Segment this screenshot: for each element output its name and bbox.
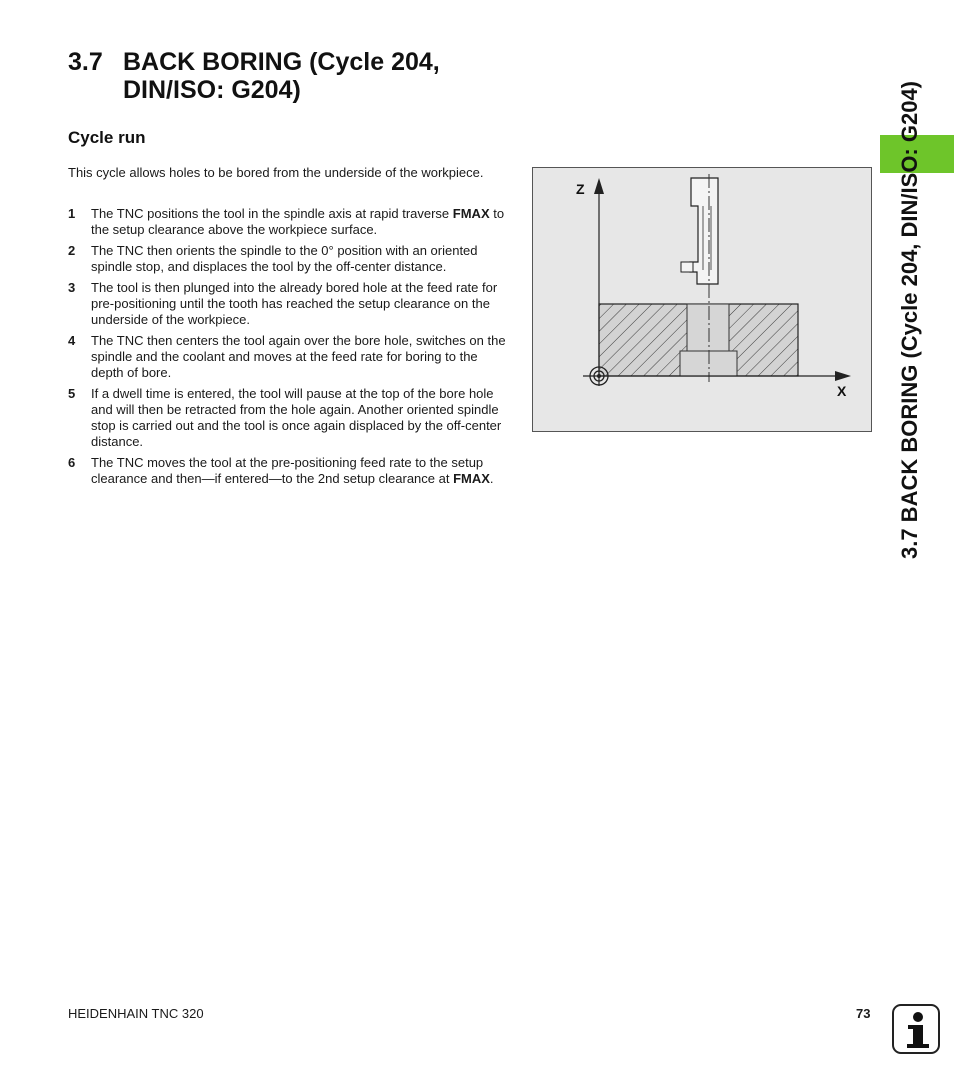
step-item: [68, 455, 513, 487]
step-item: [68, 333, 513, 381]
workpiece: [599, 304, 798, 376]
step-text: If a dwell time is entered, the tool will pause at the top of the bore hole and will then be retracted from the hole again. Another oriented spindle stop is carried out and the tool is once again displaced by the off-center distance.: [91, 386, 502, 449]
x-axis-label: X: [837, 383, 847, 399]
step-number: 5: [68, 386, 76, 401]
tool: [681, 178, 718, 284]
step-text: The TNC positions the tool in the spindle axis at rapid traverse: [91, 206, 453, 221]
step-number: 3: [68, 280, 76, 295]
step-number: 1: [68, 206, 76, 221]
section-title-text: BACK BORING (Cycle 204, DIN/ISO: G204): [123, 48, 440, 104]
back-boring-figure: [532, 167, 872, 432]
step-item: [68, 386, 513, 450]
step-text: The TNC then centers the tool again over the bore hole, switches on the spindle and the coolant and moves at the feed rate for boring to the depth of bore.: [91, 333, 506, 380]
page-number: 73: [856, 1006, 871, 1021]
step-text: The TNC then orients the spindle to the 0° position with an oriented spindle stop, and displaces the tool by the off-center distance.: [91, 243, 478, 274]
steps-list: [68, 206, 513, 492]
intro-paragraph: This cycle allows holes to be bored from the underside of the workpiece.: [68, 165, 484, 180]
step-number: 6: [68, 455, 76, 470]
step-item: [68, 243, 513, 275]
subheading-cycle-run: Cycle run: [68, 128, 146, 147]
step-number: 2: [68, 243, 76, 258]
step-keyword: FMAX: [453, 471, 490, 486]
footer-product: HEIDENHAIN TNC 320: [68, 1006, 204, 1021]
z-axis-label: Z: [576, 181, 585, 197]
step-number: 4: [68, 333, 76, 348]
step-text: to the setup clearance above the workpiece surface.: [91, 206, 505, 237]
step-keyword: FMAX: [452, 206, 490, 221]
step-item: [68, 280, 513, 328]
section-number: 3.7: [68, 48, 103, 76]
back-boring-diagram: [533, 168, 871, 431]
info-icon: [892, 1004, 940, 1054]
step-text: The tool is then plunged into the already bored hole at the feed rate for pre-positioning until the tooth has reached the setup clearance on the underside of the workpiece.: [91, 280, 498, 327]
step-text: The TNC moves the tool at the pre-positioning feed rate to the setup clearance and then—if entered—to the 2nd setup clearance at: [91, 455, 484, 486]
step-item: [68, 206, 513, 238]
side-running-title: 3.7 BACK BORING (Cycle 204, DIN/ISO: G204): [897, 80, 922, 560]
step-text: .: [489, 471, 494, 486]
